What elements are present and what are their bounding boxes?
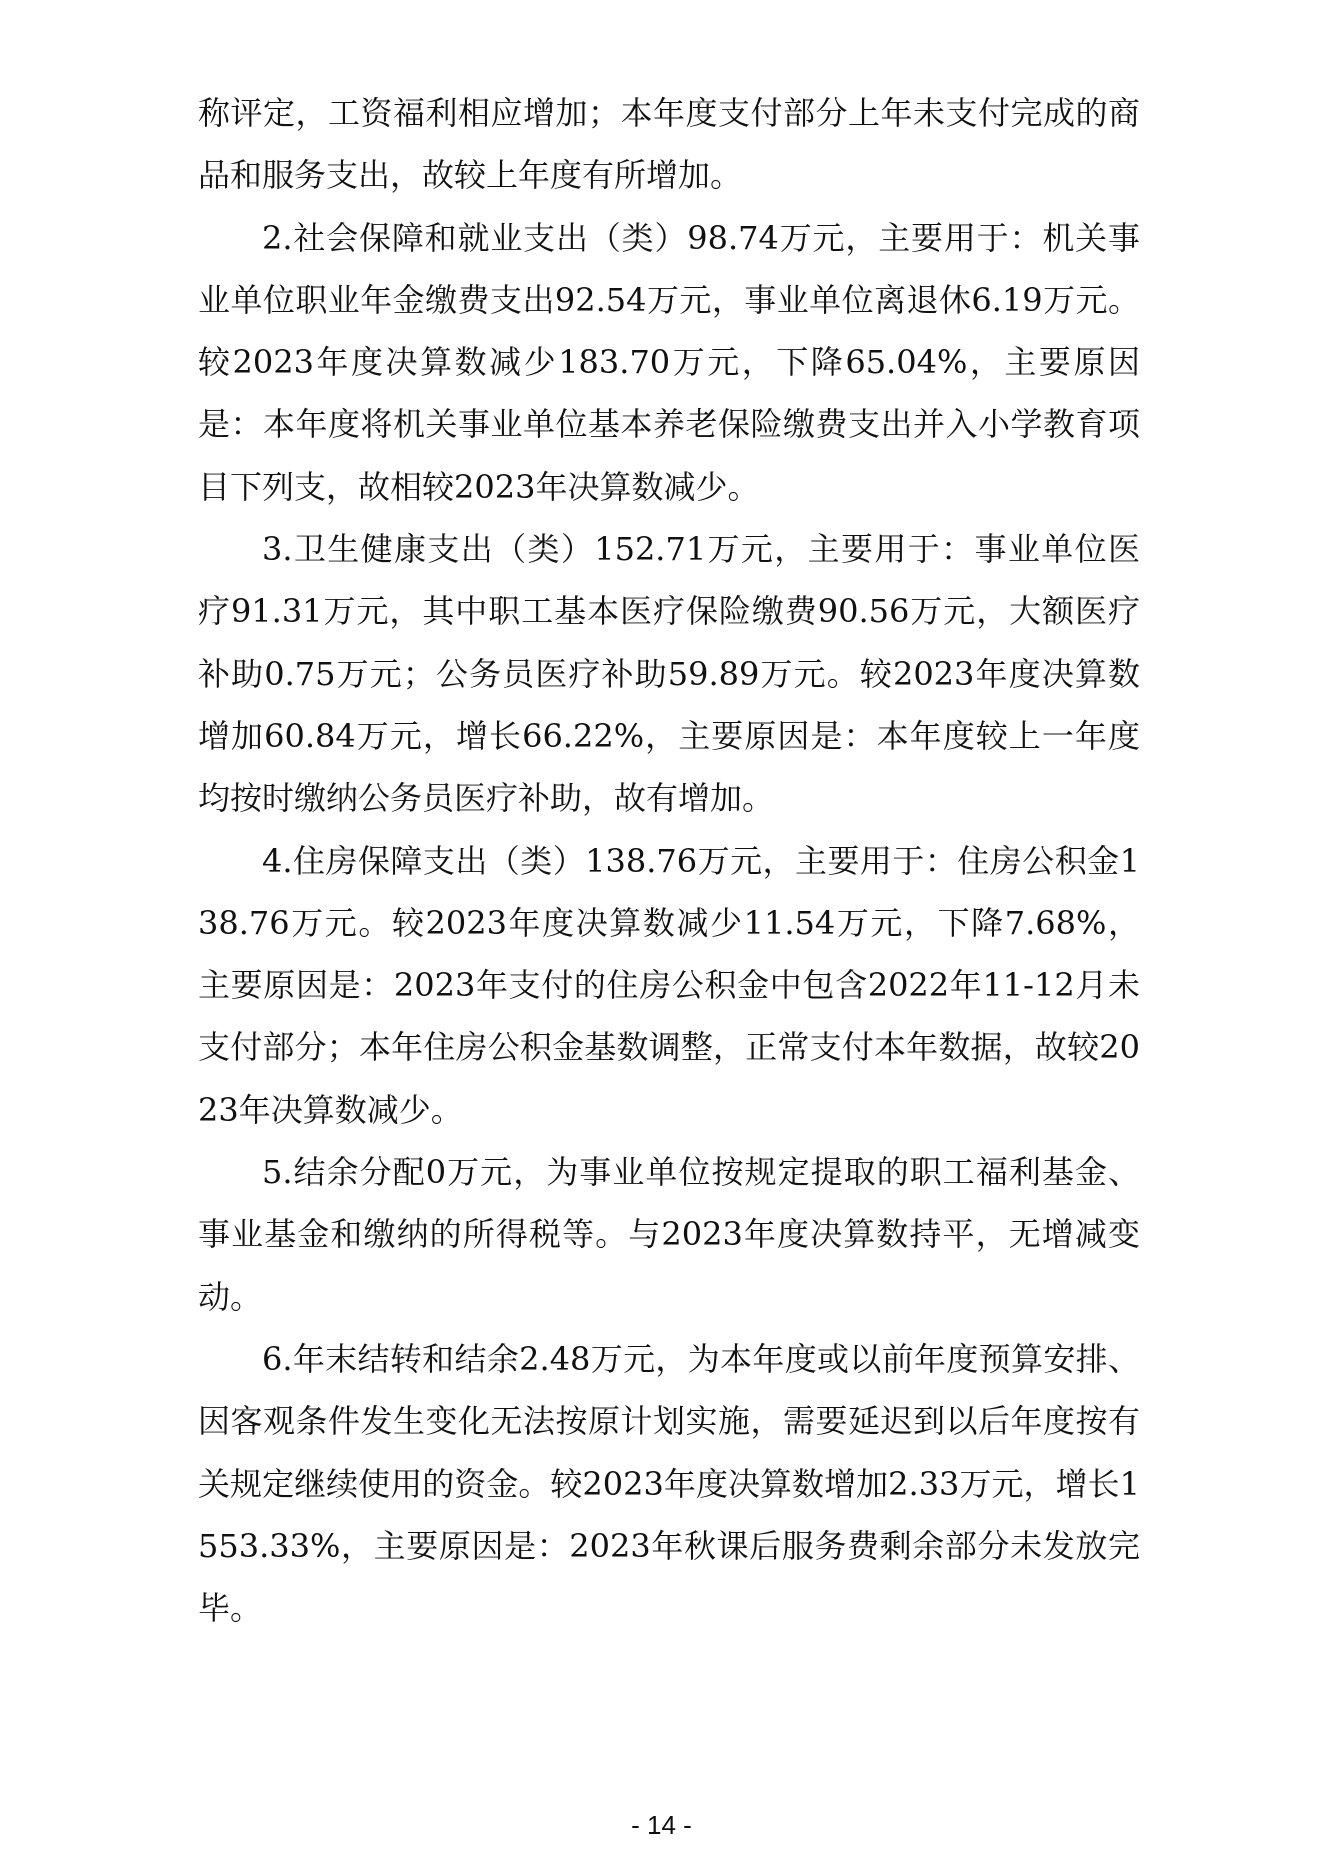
paragraph-surplus-distribution: 5.结余分配0万元，为事业单位按规定提取的职工福利基金、事业基金和缴纳的所得税等。与2023年度决算数持平，无增减变动。 [198, 1153, 1140, 1316]
continued-paragraph: 称评定，工资福利相应增加；本年度支付部分上年未支付完成的商品和服务支出，故较上年度有所增加。 [198, 94, 1140, 195]
page-number: - 14 - [631, 1810, 692, 1840]
paragraph-year-end-carryover: 6.年末结转和结余2.48万元，为本年度或以前年度预算安排、因客观条件发生变化无法按原计划实施，需要延迟到以后年度按有关规定继续使用的资金。较2023年度决算数增加2.33万元，增长1553.33%，主要原因是：2023年秋课后服务费剩余部分未发放完毕。 [198, 1339, 1140, 1628]
paragraph-health: 3.卫生健康支出（类）152.71万元，主要用于：事业单位医疗91.31万元，其中职工基本医疗保险缴费90.56万元，大额医疗补助0.75万元；公务员医疗补助59.89万元。较2023年度决算数增加60.84万元，增长66.22%，主要原因是：本年度较上一年度均按时缴纳公务员医疗补助，故有增加。 [198, 530, 1140, 818]
document-page [198, 82, 1140, 1639]
paragraph-housing: 4.住房保障支出（类）138.76万元，主要用于：住房公积金138.76万元。较2023年度决算数减少11.54万元，下降7.68%，主要原因是：2023年支付的住房公积金中包含2022年11-12月未支付部分；本年住房公积金基数调整，正常支付本年数据，故较2023年决算数减少。 [198, 841, 1140, 1129]
paragraph-social-security: 2.社会保障和就业支出（类）98.74万元，主要用于：机关事业单位职业年金缴费支出92.54万元，事业单位离退休6.19万元。较2023年度决算数减少183.70万元，下降65.04%，主要原因是：本年度将机关事业单位基本养老保险缴费支出并入小学教育项目下列支，故相较2023年决算数减少。 [198, 218, 1140, 506]
